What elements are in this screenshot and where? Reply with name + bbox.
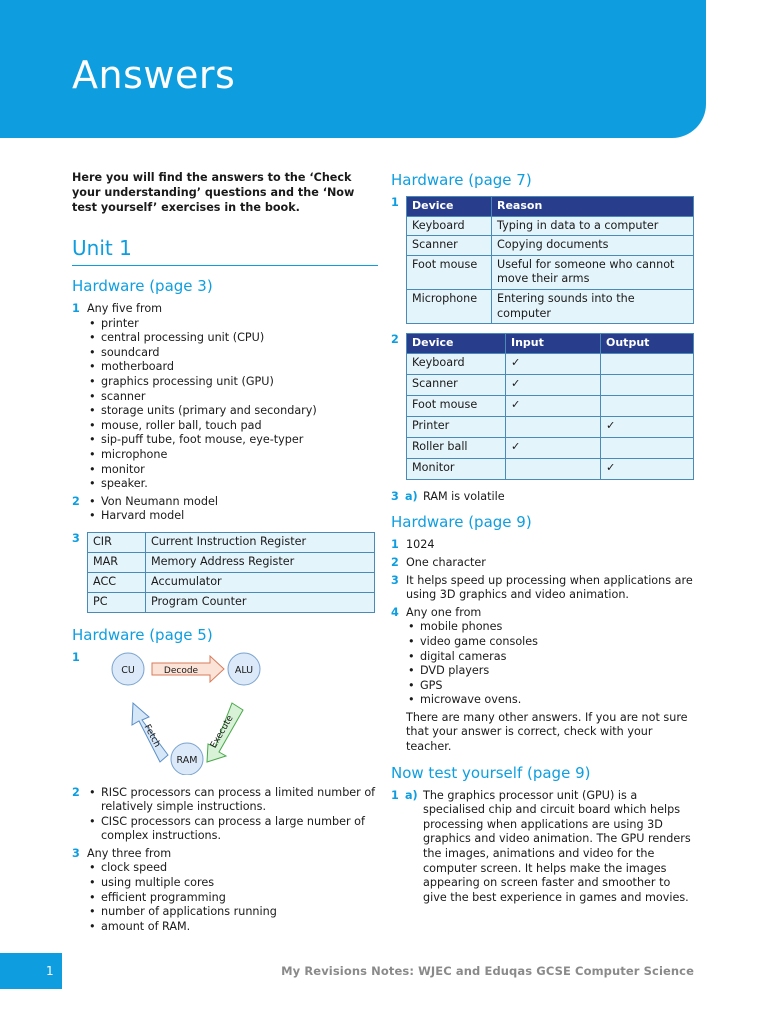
table-cell: Keyboard	[407, 216, 492, 236]
sub-question-label: a)	[405, 489, 418, 503]
left-column	[72, 170, 378, 934]
section-hardware-page-5: Hardware (page 5)	[72, 625, 213, 644]
nty9-q1	[391, 789, 697, 906]
answer-list	[87, 786, 378, 844]
question-number: 4	[391, 605, 399, 619]
question-number: 2	[391, 555, 399, 569]
decode-label: Decode	[163, 665, 199, 676]
table-header-cell: Device	[407, 197, 492, 217]
table-row	[407, 353, 694, 374]
page-number: 1	[46, 964, 54, 978]
table-cell	[506, 458, 601, 479]
right-column	[391, 170, 697, 905]
list-item: • scanner	[87, 390, 378, 405]
table-cell: Memory Address Register	[146, 552, 375, 572]
answer-list	[87, 861, 378, 934]
fetch-decode-execute-diagram	[102, 651, 282, 775]
answer-text: 1024	[406, 538, 435, 552]
hw9-q2	[391, 556, 697, 571]
list-item: • monitor	[87, 463, 378, 478]
fetch-label: Fetch	[141, 722, 162, 750]
question-number: 3	[391, 573, 399, 587]
table-cell: ✓	[601, 458, 694, 479]
answer-list	[87, 495, 378, 524]
table-cell: Scanner	[407, 236, 492, 256]
hw9-q4	[391, 606, 697, 755]
list-item: • digital cameras	[406, 650, 697, 665]
question-number: 2	[72, 785, 80, 799]
list-item: • microphone	[87, 448, 378, 463]
table-header-cell: Output	[601, 334, 694, 354]
table-row	[88, 592, 375, 612]
table-cell: MAR	[88, 552, 146, 572]
execute-label: Execute	[208, 713, 236, 750]
table-row	[407, 437, 694, 458]
unit-title: Unit 1	[72, 235, 378, 266]
question-number: 1	[72, 650, 80, 664]
hw3-q3	[72, 532, 378, 613]
question-number: 2	[72, 494, 80, 508]
table-cell: Typing in data to a computer	[492, 216, 694, 236]
table-cell: CIR	[88, 532, 146, 552]
table-cell: ✓	[601, 416, 694, 437]
table-cell: ✓	[506, 395, 601, 416]
answer-list	[87, 317, 378, 492]
table-row	[407, 236, 694, 256]
question-number: 2	[391, 333, 399, 347]
table-cell: ✓	[506, 437, 601, 458]
footer-book-title: My Revisions Notes: WJEC and Eduqas GCSE Computer Science	[281, 964, 694, 978]
table-cell: Accumulator	[146, 572, 375, 592]
answer-list	[406, 620, 697, 708]
table-cell: Program Counter	[146, 592, 375, 612]
list-item: • CISC processors can process a large number of complex instructions.	[87, 815, 378, 844]
list-item: • DVD players	[406, 664, 697, 679]
question-lead: Any one from	[406, 605, 482, 619]
question-number: 3	[72, 846, 80, 860]
list-item: • RISC processors can process a limited number of relatively simple instructions.	[87, 786, 378, 815]
list-item: • mouse, roller ball, touch pad	[87, 419, 378, 434]
table-cell	[601, 437, 694, 458]
list-item: • Von Neumann model	[87, 495, 378, 510]
section-now-test-yourself-page-9: Now test yourself (page 9)	[391, 763, 591, 782]
list-item: • sip-puff tube, foot mouse, eye-typer	[87, 433, 378, 448]
table-cell	[601, 395, 694, 416]
question-number: 1	[391, 788, 399, 802]
page-header-band	[0, 0, 706, 138]
list-item: • number of applications running	[87, 905, 378, 920]
table-row	[407, 458, 694, 479]
question-number: 3	[72, 531, 80, 545]
list-item: • amount of RAM.	[87, 920, 378, 935]
table-cell	[601, 374, 694, 395]
table-cell: Keyboard	[407, 353, 506, 374]
list-item: • graphics processing unit (GPU)	[87, 375, 378, 390]
section-hardware-page-3: Hardware (page 3)	[72, 277, 213, 295]
table-row	[88, 532, 375, 552]
cu-label: CU	[121, 664, 135, 676]
hw3-q2	[72, 495, 378, 524]
section-hardware-page-7: Hardware (page 7)	[391, 171, 532, 189]
sub-question-label: a)	[405, 788, 418, 802]
table-cell: ✓	[506, 374, 601, 395]
table-header-cell: Device	[407, 334, 506, 354]
list-item: • soundcard	[87, 346, 378, 361]
table-header-cell: Reason	[492, 197, 694, 217]
question-number: 1	[391, 196, 399, 209]
table-cell: Copying documents	[492, 236, 694, 256]
hw5-q2	[72, 786, 378, 844]
intro-text: Here you will find the answers to the ‘Check your understanding’ questions and the ‘Now test yourself’ exercises in the book.	[72, 171, 355, 214]
table-row	[88, 552, 375, 572]
table-cell: Monitor	[407, 458, 506, 479]
table-cell: Scanner	[407, 374, 506, 395]
table-cell: Printer	[407, 416, 506, 437]
list-item: • Harvard model	[87, 509, 378, 524]
hw7-q1	[391, 196, 697, 324]
hw7-q2	[391, 333, 697, 480]
ram-label: RAM	[176, 754, 198, 766]
table-row	[407, 289, 694, 323]
list-item: • mobile phones	[406, 620, 697, 635]
question-lead: Any three from	[87, 846, 172, 860]
list-item: • storage units (primary and secondary)	[87, 404, 378, 419]
register-table	[87, 532, 375, 613]
table-row	[407, 374, 694, 395]
question-number: 3	[391, 489, 399, 503]
table-row	[407, 216, 694, 236]
table-row	[407, 416, 694, 437]
answer-text: The graphics processor unit (GPU) is a specialised chip and circuit board which helps processing when applications are using 3D graphics and video animation. The GPU renders the images, animations and video for the computer screen. It helps make the images appearing on screen faster and smoother to give the best experience in games and movies.	[423, 788, 691, 904]
list-item: • efficient programming	[87, 891, 378, 906]
table-cell: ✓	[506, 353, 601, 374]
table-row	[407, 395, 694, 416]
table-cell: Foot mouse	[407, 255, 492, 289]
table-cell: ACC	[88, 572, 146, 592]
answer-text: It helps speed up processing when applications are using 3D graphics and video animation.	[406, 573, 693, 602]
list-item: • GPS	[406, 679, 697, 694]
alu-label: ALU	[234, 664, 254, 676]
table-cell: Roller ball	[407, 437, 506, 458]
question-number: 1	[391, 538, 399, 552]
question-lead: Any five from	[87, 302, 163, 315]
hw7-q3	[391, 490, 697, 505]
table-header-cell: Input	[506, 334, 601, 354]
input-output-table	[406, 333, 694, 480]
table-cell: Foot mouse	[407, 395, 506, 416]
table-cell: PC	[88, 592, 146, 612]
list-item: • speaker.	[87, 477, 378, 492]
list-item: • central processing unit (CPU)	[87, 331, 378, 346]
hw5-q3	[72, 847, 378, 935]
page-number-tab	[0, 953, 62, 989]
table-row	[88, 572, 375, 592]
answer-note: There are many other answers. If you are not sure that your answer is correct, check with your teacher.	[406, 710, 688, 754]
table-cell	[506, 416, 601, 437]
table-cell	[601, 353, 694, 374]
list-item: • printer	[87, 317, 378, 332]
answer-text: RAM is volatile	[423, 489, 505, 503]
table-cell: Entering sounds into the computer	[492, 289, 694, 323]
hw3-q1	[72, 302, 378, 492]
hw9-q1	[391, 538, 697, 553]
list-item: • video game consoles	[406, 635, 697, 650]
answer-text: One character	[406, 555, 486, 569]
table-cell: Current Instruction Register	[146, 532, 375, 552]
list-item: • using multiple cores	[87, 876, 378, 891]
list-item: • microwave ovens.	[406, 693, 697, 708]
list-item: • motherboard	[87, 360, 378, 375]
hw5-q1	[72, 651, 378, 780]
table-cell: Microphone	[407, 289, 492, 323]
table-row	[407, 255, 694, 289]
table-cell: Useful for someone who cannot move their arms	[492, 255, 694, 289]
section-hardware-page-9: Hardware (page 9)	[391, 513, 532, 532]
hw9-q3	[391, 574, 697, 603]
page-title: Answers	[72, 53, 236, 97]
question-number: 1	[72, 302, 80, 315]
device-reason-table	[406, 196, 694, 324]
list-item: • clock speed	[87, 861, 378, 876]
